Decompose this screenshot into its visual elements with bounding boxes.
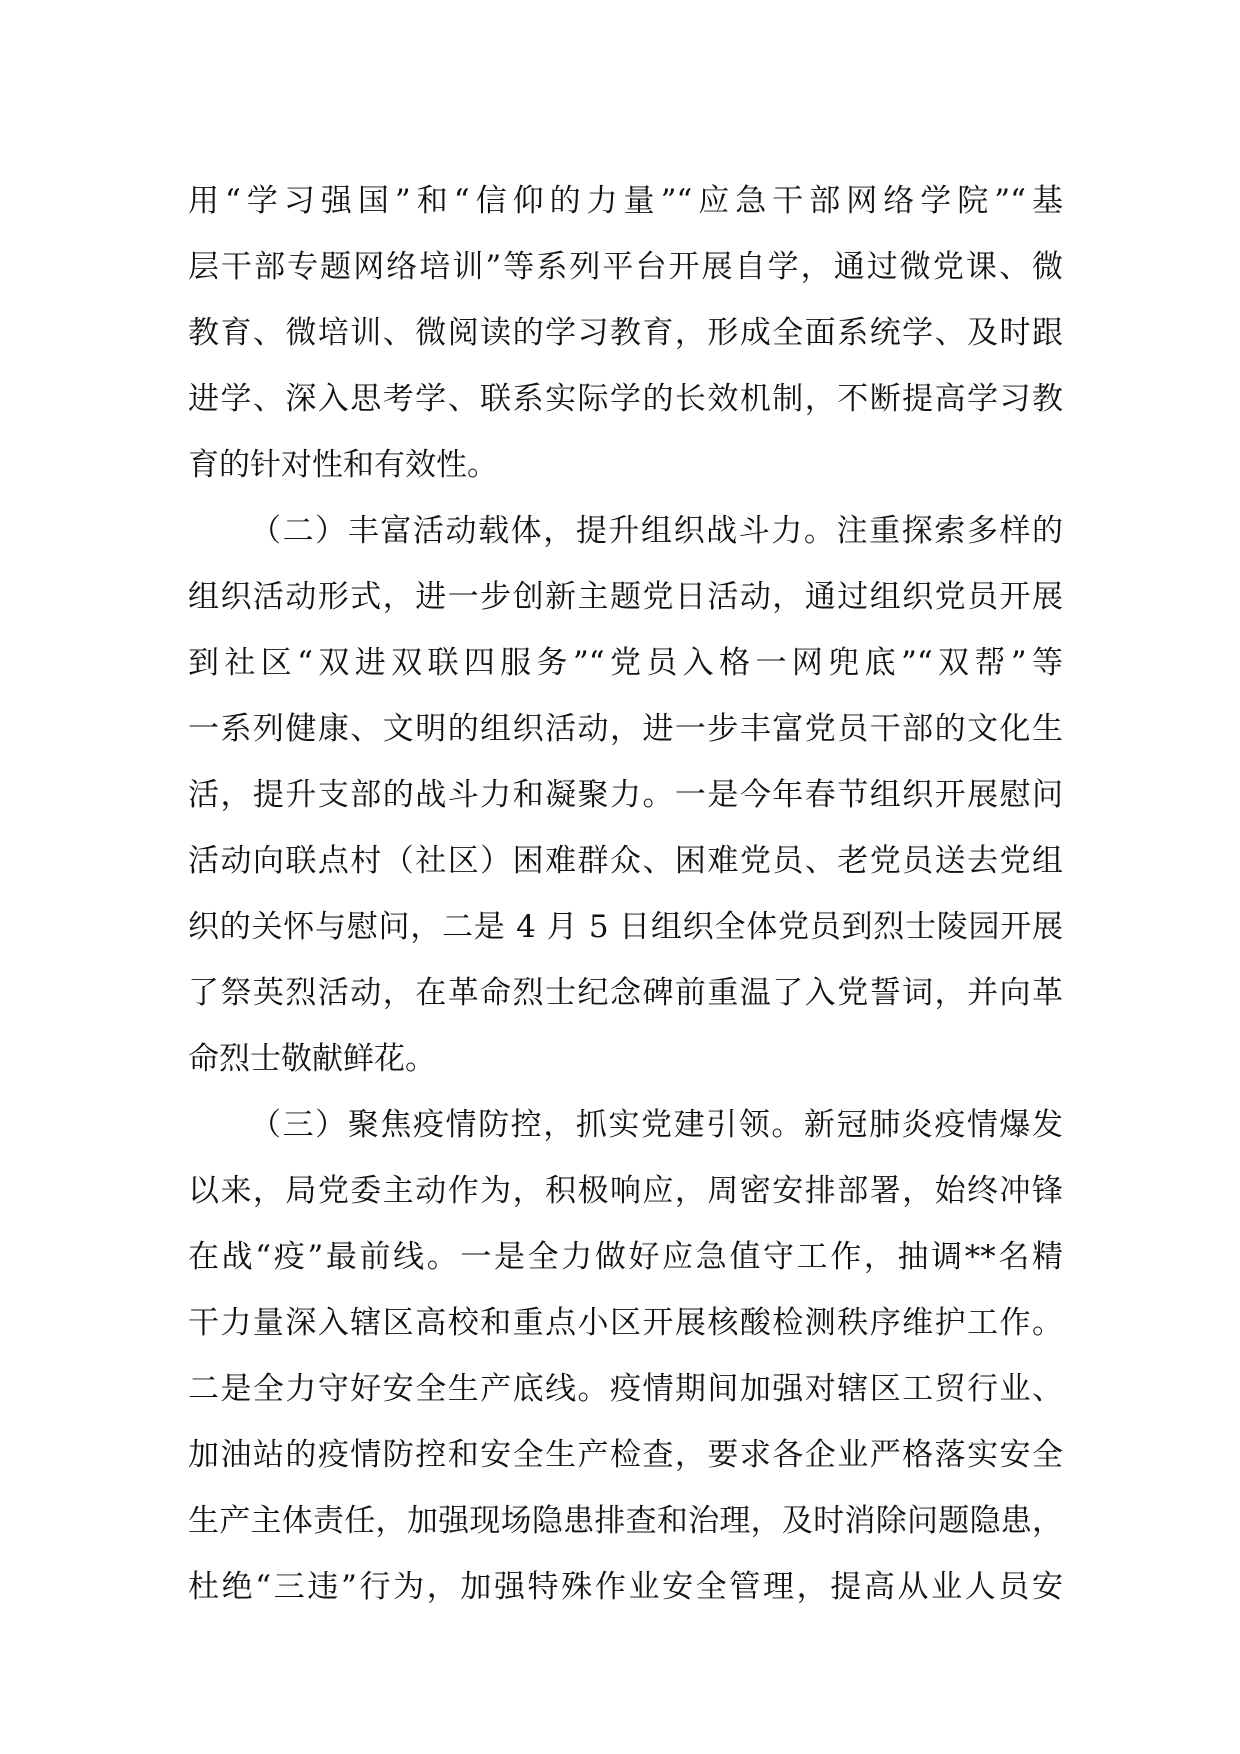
text-line: 生产主体责任，加强现场隐患排查和治理，及时消除问题隐患， bbox=[188, 1503, 1063, 1539]
section-heading-line: （三）聚焦疫情防控，抓实党建引领。新冠肺炎疫情爆发 bbox=[250, 1107, 1063, 1143]
text-line: 二是全力守好安全生产底线。疫情期间加强对辖区工贸行业、 bbox=[188, 1371, 1063, 1407]
text-line: 层干部专题网络培训”等系列平台开展自学，通过微党课、微 bbox=[188, 249, 1063, 285]
text-line: 进学、深入思考学、联系实际学的长效机制，不断提高学习教 bbox=[188, 381, 1063, 417]
text-line: 织的关怀与慰问，二是 4 月 5 日组织全体党员到烈士陵园开展 bbox=[188, 909, 1063, 945]
text-line: 干力量深入辖区高校和重点小区开展核酸检测秩序维护工作。 bbox=[188, 1305, 1063, 1341]
paragraph-activities bbox=[188, 498, 1063, 1092]
text-line: 组织活动形式，进一步创新主题党日活动，通过组织党员开展 bbox=[188, 579, 1063, 615]
text-line: 活，提升支部的战斗力和凝聚力。一是今年春节组织开展慰问 bbox=[188, 777, 1063, 813]
section-heading-line: （二）丰富活动载体，提升组织战斗力。注重探索多样的 bbox=[250, 513, 1063, 549]
paragraph-epidemic bbox=[188, 1092, 1063, 1620]
text-line: 杜绝“三违”行为，加强特殊作业安全管理，提高从业人员安 bbox=[188, 1569, 1063, 1605]
text-line: 到社区“双进双联四服务”“党员入格一网兜底”“双帮”等 bbox=[188, 645, 1063, 681]
text-line: 用“学习强国”和“信仰的力量”“应急干部网络学院”“基 bbox=[188, 183, 1063, 219]
text-line: 以来，局党委主动作为，积极响应，周密安排部署，始终冲锋 bbox=[188, 1173, 1063, 1209]
text-line: 了祭英烈活动，在革命烈士纪念碑前重温了入党誓词，并向革 bbox=[188, 975, 1063, 1011]
text-line: 加油站的疫情防控和安全生产检查，要求各企业严格落实安全 bbox=[188, 1437, 1063, 1473]
text-line: 教育、微培训、微阅读的学习教育，形成全面系统学、及时跟 bbox=[188, 315, 1063, 351]
document-body bbox=[188, 168, 1063, 1620]
text-line: 育的针对性和有效性。 bbox=[188, 447, 498, 483]
paragraph-study bbox=[188, 168, 1063, 498]
text-line: 在战“疫”最前线。一是全力做好应急值守工作，抽调**名精 bbox=[188, 1239, 1063, 1275]
text-line: 命烈士敬献鲜花。 bbox=[188, 1041, 436, 1077]
text-line: 一系列健康、文明的组织活动，进一步丰富党员干部的文化生 bbox=[188, 711, 1063, 747]
text-line: 活动向联点村（社区）困难群众、困难党员、老党员送去党组 bbox=[188, 843, 1063, 879]
